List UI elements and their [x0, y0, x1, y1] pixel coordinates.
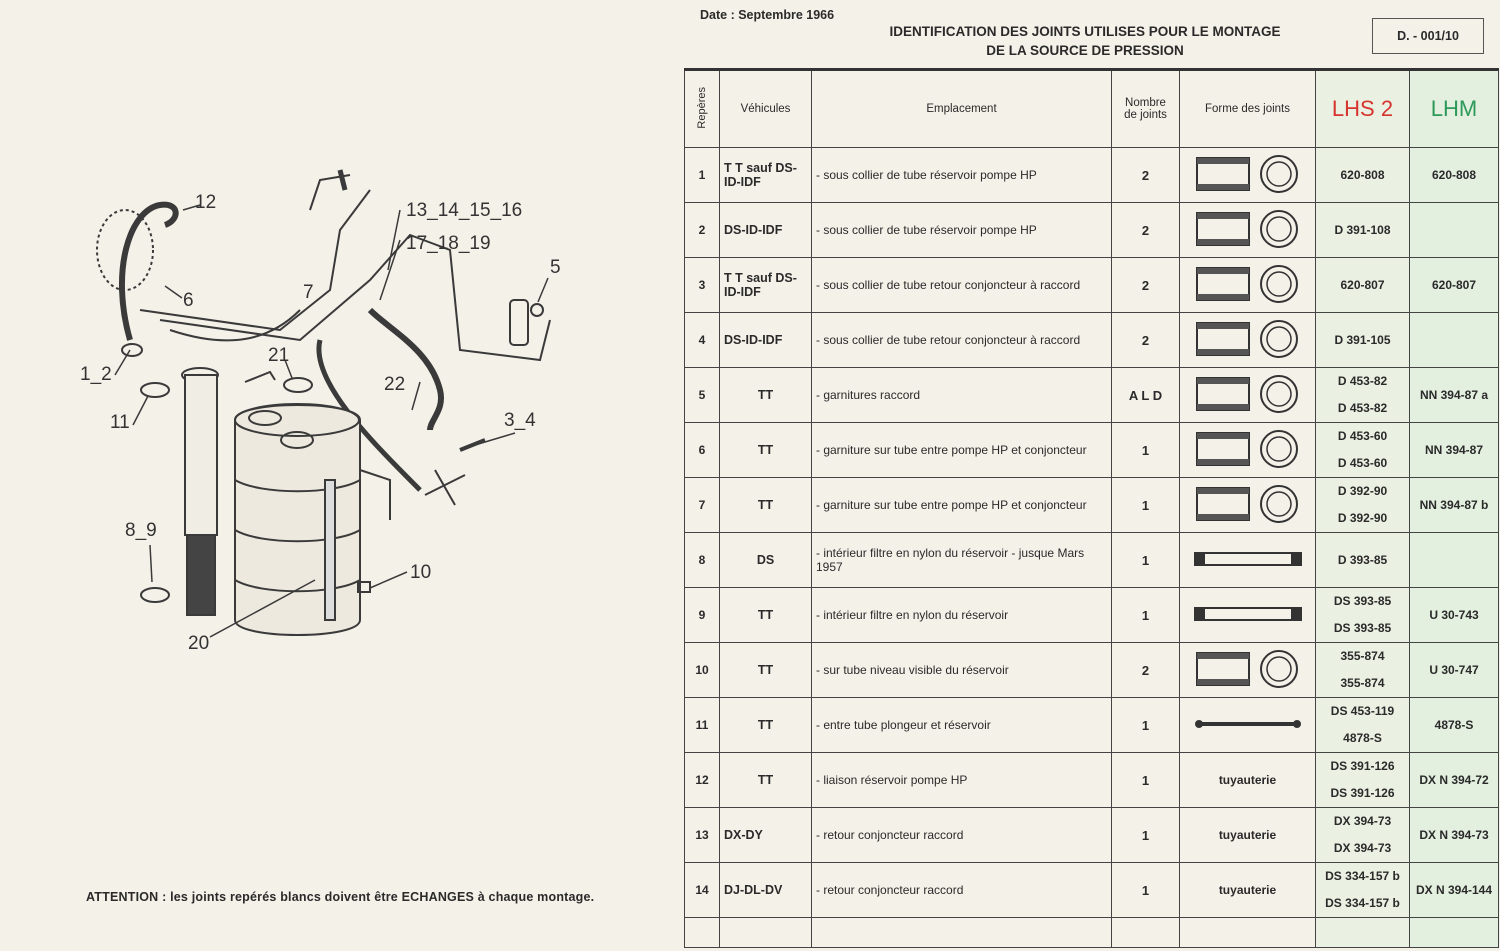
document-date: Date : Septembre 1966 — [700, 8, 835, 22]
row-vehicle: DS-ID-IDF — [720, 203, 812, 258]
lhs2-code-b: 4878-S — [1343, 731, 1382, 745]
callout-17-19: 17_18_19 — [406, 233, 491, 254]
row-lhs2 — [1316, 423, 1410, 478]
lhs2-code-b: DX 394-73 — [1333, 841, 1392, 855]
row-count: 2 — [1112, 643, 1180, 698]
row-vehicle: TT — [720, 368, 812, 423]
row-count: 2 — [1112, 148, 1180, 203]
row-vehicle: T T sauf DS-ID-IDF — [720, 258, 812, 313]
joint-shape-icon — [1180, 258, 1316, 313]
callout-12: 12 — [195, 192, 217, 213]
joints-table — [684, 68, 1499, 948]
row-location: - garniture sur tube entre pompe HP et conjoncteur — [812, 423, 1112, 478]
callout-20: 20 — [188, 633, 210, 654]
row-lhm — [1410, 533, 1499, 588]
table-row — [685, 258, 1499, 313]
row-location: - intérieur filtre en nylon du réservoir — [812, 588, 1112, 643]
title-line-2: DE LA SOURCE DE PRESSION — [986, 43, 1184, 58]
header-reperes: Repères — [685, 70, 720, 148]
row-number: 9 — [685, 588, 720, 643]
row-lhm: DX N 394-73 — [1410, 808, 1499, 863]
row-location: - retour conjoncteur raccord — [812, 863, 1112, 918]
row-location: - sur tube niveau visible du réservoir — [812, 643, 1112, 698]
row-number: 5 — [685, 368, 720, 423]
lhs2-code-b: D 453-60 — [1337, 456, 1388, 470]
row-lhs2 — [1316, 643, 1410, 698]
callout-11: 11 — [110, 412, 130, 433]
table-row — [685, 863, 1499, 918]
row-count: 2 — [1112, 313, 1180, 368]
lhs2-code-b: DS 393-85 — [1333, 621, 1392, 635]
callout-8-9: 8_9 — [125, 520, 157, 541]
row-lhm: U 30-747 — [1410, 643, 1499, 698]
lhs2-code-b: D 391-108 — [1334, 222, 1391, 237]
callout-10: 10 — [410, 562, 432, 583]
row-location: - sous collier de tube retour conjoncteur à raccord — [812, 313, 1112, 368]
header-lhm: LHM — [1410, 70, 1499, 148]
row-location: - intérieur filtre en nylon du réservoir - jusque Mars 1957 — [812, 533, 1112, 588]
table-row — [685, 753, 1499, 808]
row-lhs2 — [1316, 863, 1410, 918]
row-location: - entre tube plongeur et réservoir — [812, 698, 1112, 753]
row-number: 7 — [685, 478, 720, 533]
row-lhm: DX N 394-144 — [1410, 863, 1499, 918]
row-vehicle: TT — [720, 423, 812, 478]
row-lhm — [1410, 203, 1499, 258]
joint-shape-icon — [1180, 368, 1316, 423]
row-lhm: 4878-S — [1410, 698, 1499, 753]
row-lhm: DX N 394-72 — [1410, 753, 1499, 808]
table-row — [685, 533, 1499, 588]
joint-shape-icon — [1180, 478, 1316, 533]
row-location: - garnitures raccord — [812, 368, 1112, 423]
title-line-1: IDENTIFICATION DES JOINTS UTILISES POUR LE MONTAGE — [889, 24, 1281, 39]
exploded-diagram-pane — [0, 0, 660, 951]
row-lhs2 — [1316, 588, 1410, 643]
row-number: 1 — [685, 148, 720, 203]
joint-shape-icon — [1180, 643, 1316, 698]
table-row — [685, 643, 1499, 698]
row-count: 1 — [1112, 808, 1180, 863]
table-row — [685, 808, 1499, 863]
row-vehicle: TT — [720, 478, 812, 533]
joint-shape-icon — [1180, 588, 1316, 643]
table-row — [685, 588, 1499, 643]
row-vehicle: DS-ID-IDF — [720, 313, 812, 368]
table-row — [685, 423, 1499, 478]
row-count: 1 — [1112, 588, 1180, 643]
row-count: 1 — [1112, 478, 1180, 533]
row-number: 2 — [685, 203, 720, 258]
row-location: - sous collier de tube réservoir pompe HP — [812, 148, 1112, 203]
row-vehicle: T T sauf DS-ID-IDF — [720, 148, 812, 203]
row-vehicle: DS — [720, 533, 812, 588]
row-lhs2 — [1316, 808, 1410, 863]
lhs2-code-a: D 392-90 — [1337, 484, 1388, 498]
row-lhs2 — [1316, 203, 1410, 258]
header-lhs2: LHS 2 — [1316, 70, 1410, 148]
row-lhs2 — [1316, 533, 1410, 588]
callout-1-2: 1_2 — [80, 364, 112, 385]
lhs2-code-b: DS 334-157 b — [1325, 896, 1400, 910]
row-vehicle: DJ-DL-DV — [720, 863, 812, 918]
lhs2-code-b: 355-874 — [1340, 676, 1385, 690]
row-number: 12 — [685, 753, 720, 808]
row-count: 1 — [1112, 698, 1180, 753]
lhs2-code-b: D 393-85 — [1337, 552, 1388, 567]
callout-5: 5 — [550, 257, 561, 278]
lhs2-code-b: 620-808 — [1340, 167, 1385, 182]
lhs2-code-b: D 392-90 — [1337, 511, 1388, 525]
table-header-row — [685, 70, 1499, 148]
lhs2-code-a: DS 453-119 — [1330, 704, 1395, 718]
header-emplacement: Emplacement — [812, 70, 1112, 148]
table-row — [685, 203, 1499, 258]
row-lhm: NN 394-87 a — [1410, 368, 1499, 423]
callout-22: 22 — [384, 374, 406, 395]
row-location: - garniture sur tube entre pompe HP et conjoncteur — [812, 478, 1112, 533]
joint-shape: tuyauterie — [1180, 753, 1316, 808]
row-number: 14 — [685, 863, 720, 918]
row-lhs2 — [1316, 698, 1410, 753]
lhs2-code-b: D 391-105 — [1334, 332, 1391, 347]
row-number: 11 — [685, 698, 720, 753]
table-row — [685, 313, 1499, 368]
callout-7: 7 — [303, 282, 314, 303]
warning-note: ATTENTION : les joints repérés blancs doivent être ECHANGES à chaque montage. — [86, 890, 595, 904]
row-number: 8 — [685, 533, 720, 588]
joint-shape-icon — [1180, 533, 1316, 588]
row-count: 2 — [1112, 258, 1180, 313]
row-location: - liaison réservoir pompe HP — [812, 753, 1112, 808]
row-lhm: 620-807 — [1410, 258, 1499, 313]
lhs2-code-a: DS 334-157 b — [1325, 869, 1400, 883]
lhs2-code-a: DX 394-73 — [1333, 814, 1392, 828]
callout-3-4: 3_4 — [504, 410, 536, 431]
row-lhs2 — [1316, 313, 1410, 368]
row-count: 2 — [1112, 203, 1180, 258]
table-row — [685, 368, 1499, 423]
row-lhm: NN 394-87 b — [1410, 478, 1499, 533]
row-count: 1 — [1112, 753, 1180, 808]
lhs2-code-a: DS 393-85 — [1333, 594, 1392, 608]
joint-shape-icon — [1180, 313, 1316, 368]
header-forme: Forme des joints — [1180, 70, 1316, 148]
document-title — [860, 22, 1310, 60]
lhs2-code-b: DS 391-126 — [1330, 786, 1395, 800]
row-lhm: U 30-743 — [1410, 588, 1499, 643]
lhs2-code-b: D 453-82 — [1337, 401, 1388, 415]
joint-shape-icon — [1180, 148, 1316, 203]
table-row — [685, 478, 1499, 533]
joint-shape: tuyauterie — [1180, 808, 1316, 863]
header-vehicules: Véhicules — [720, 70, 812, 148]
row-lhs2 — [1316, 258, 1410, 313]
row-vehicle: DX-DY — [720, 808, 812, 863]
row-lhm: NN 394-87 — [1410, 423, 1499, 478]
callout-21: 21 — [268, 345, 290, 366]
row-lhs2 — [1316, 148, 1410, 203]
row-count: A L D — [1112, 368, 1180, 423]
lhs2-code-b: 620-807 — [1340, 277, 1385, 292]
row-number: 4 — [685, 313, 720, 368]
row-lhm: 620-808 — [1410, 148, 1499, 203]
row-lhs2 — [1316, 753, 1410, 808]
pressure-source-diagram — [70, 150, 650, 670]
joint-shape-icon — [1180, 423, 1316, 478]
callout-13-16: 13_14_15_16 — [406, 200, 523, 221]
row-number: 13 — [685, 808, 720, 863]
row-vehicle: TT — [720, 753, 812, 808]
table-row — [685, 148, 1499, 203]
joint-shape-icon — [1180, 698, 1316, 753]
lhs2-code-a: D 453-60 — [1337, 429, 1388, 443]
row-location: - sous collier de tube réservoir pompe HP — [812, 203, 1112, 258]
table-row — [685, 698, 1499, 753]
row-count: 1 — [1112, 863, 1180, 918]
row-location: - retour conjoncteur raccord — [812, 808, 1112, 863]
row-number: 3 — [685, 258, 720, 313]
joint-shape: tuyauterie — [1180, 863, 1316, 918]
row-lhm — [1410, 313, 1499, 368]
header-nombre: Nombre de joints — [1112, 70, 1180, 148]
row-number: 10 — [685, 643, 720, 698]
row-count: 1 — [1112, 533, 1180, 588]
row-count: 1 — [1112, 423, 1180, 478]
row-vehicle: TT — [720, 643, 812, 698]
lhs2-code-a: 355-874 — [1340, 649, 1385, 663]
joint-shape-icon — [1180, 203, 1316, 258]
row-vehicle: TT — [720, 698, 812, 753]
callout-6: 6 — [183, 290, 194, 311]
lhs2-code-a: DS 391-126 — [1330, 759, 1395, 773]
table-row-empty — [685, 918, 1499, 948]
row-lhs2 — [1316, 478, 1410, 533]
row-lhs2 — [1316, 368, 1410, 423]
document-reference: D. - 001/10 — [1372, 18, 1484, 54]
lhs2-code-a: D 453-82 — [1337, 374, 1388, 388]
row-vehicle: TT — [720, 588, 812, 643]
row-number: 6 — [685, 423, 720, 478]
row-location: - sous collier de tube retour conjoncteur à raccord — [812, 258, 1112, 313]
